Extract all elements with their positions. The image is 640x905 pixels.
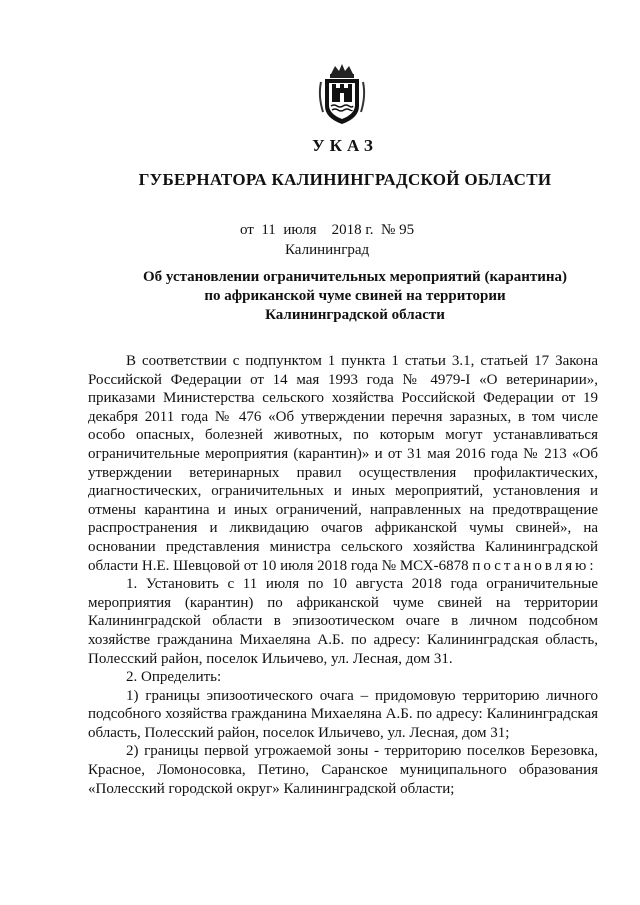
item-2-paragraph: 2. Определить: <box>126 669 222 686</box>
date-day: 11 <box>261 222 276 238</box>
item-2-2-paragraph: 2) границы первой угрожаемой зоны - территорию поселков Березовка, Красное, Ломоносовка, Петино, Саранское муниципального образования «Полесский городской округ» Калининградской области; <box>88 743 598 797</box>
number-sign: № <box>381 222 396 238</box>
decree-body <box>88 352 598 798</box>
city: Калининград <box>285 242 370 258</box>
date-line <box>240 222 414 239</box>
date-year: 2018 г. <box>331 222 374 238</box>
document-issuer: ГУБЕРНАТОРА КАЛИНИНГРАДСКОЙ ОБЛАСТИ <box>138 170 552 189</box>
document-title: УКАЗ <box>312 136 378 155</box>
item-1-paragraph: 1. Установить с 11 июля по 10 августа 2018 года ограничительные мероприятия (карантин) по африканской чуме свиней на территории Калининградской области в эпизоотическом очаге в личном подсобном хозяйстве гражданина Михаеляна А.Б. по адресу: Калининградская область, Полесский район, поселок Ильичево, ул. Лесная, дом 31. <box>88 576 598 667</box>
subject-line: Об установлении ограничительных мероприятий (карантина) <box>142 269 567 285</box>
preamble-text: В соответствии с подпунктом 1 пункта 1 статьи 3.1, статьей 17 Закона Российской Федерации от 14 мая 1993 года № 4979-I «О ветеринарии», приказами Министерства сельского хозяйства Российской Федерации от 19 декабря 2011 года № 476 «Об утверждении перечня заразных, в том числе особо опасных, болезней животных, по которым могут устанавливаться ограничительные мероприятия (карантин)» и от 31 мая 2016 года № 213 «Об утверждении ветеринарных правил осуществления профилактических, диагностических, ограничительных и иных мероприятий, установления и отмены карантина и иных ограничений, направленных на предотвращение распространения и ликвидацию очагов африканской чумы свиней», на основании представления министра сельского хозяйства Калининградской области Н.Е. Шевцовой от 10 июля 2018 года № МСХ-6878 <box>88 353 598 574</box>
decree-subject <box>120 268 590 325</box>
decree-word: постановляю: <box>472 557 597 574</box>
item-2-1-paragraph: 1) границы эпизоотического очага – придомовую территорию личного подсобного хозяйства гражданина Михаеляна А.Б. по адресу: Калининградская область, Полесский район, поселок Ильичево, ул. Лесная, дом 31; <box>88 687 598 741</box>
date-prefix: от <box>240 222 254 238</box>
date-month: июля <box>283 222 317 238</box>
preamble-paragraph <box>88 352 598 575</box>
decree-number: 95 <box>399 222 415 238</box>
coat-of-arms-icon <box>315 62 369 126</box>
subject-line: по африканской чуме свиней на территории <box>204 288 506 304</box>
subject-line: Калининградской области <box>265 307 445 323</box>
